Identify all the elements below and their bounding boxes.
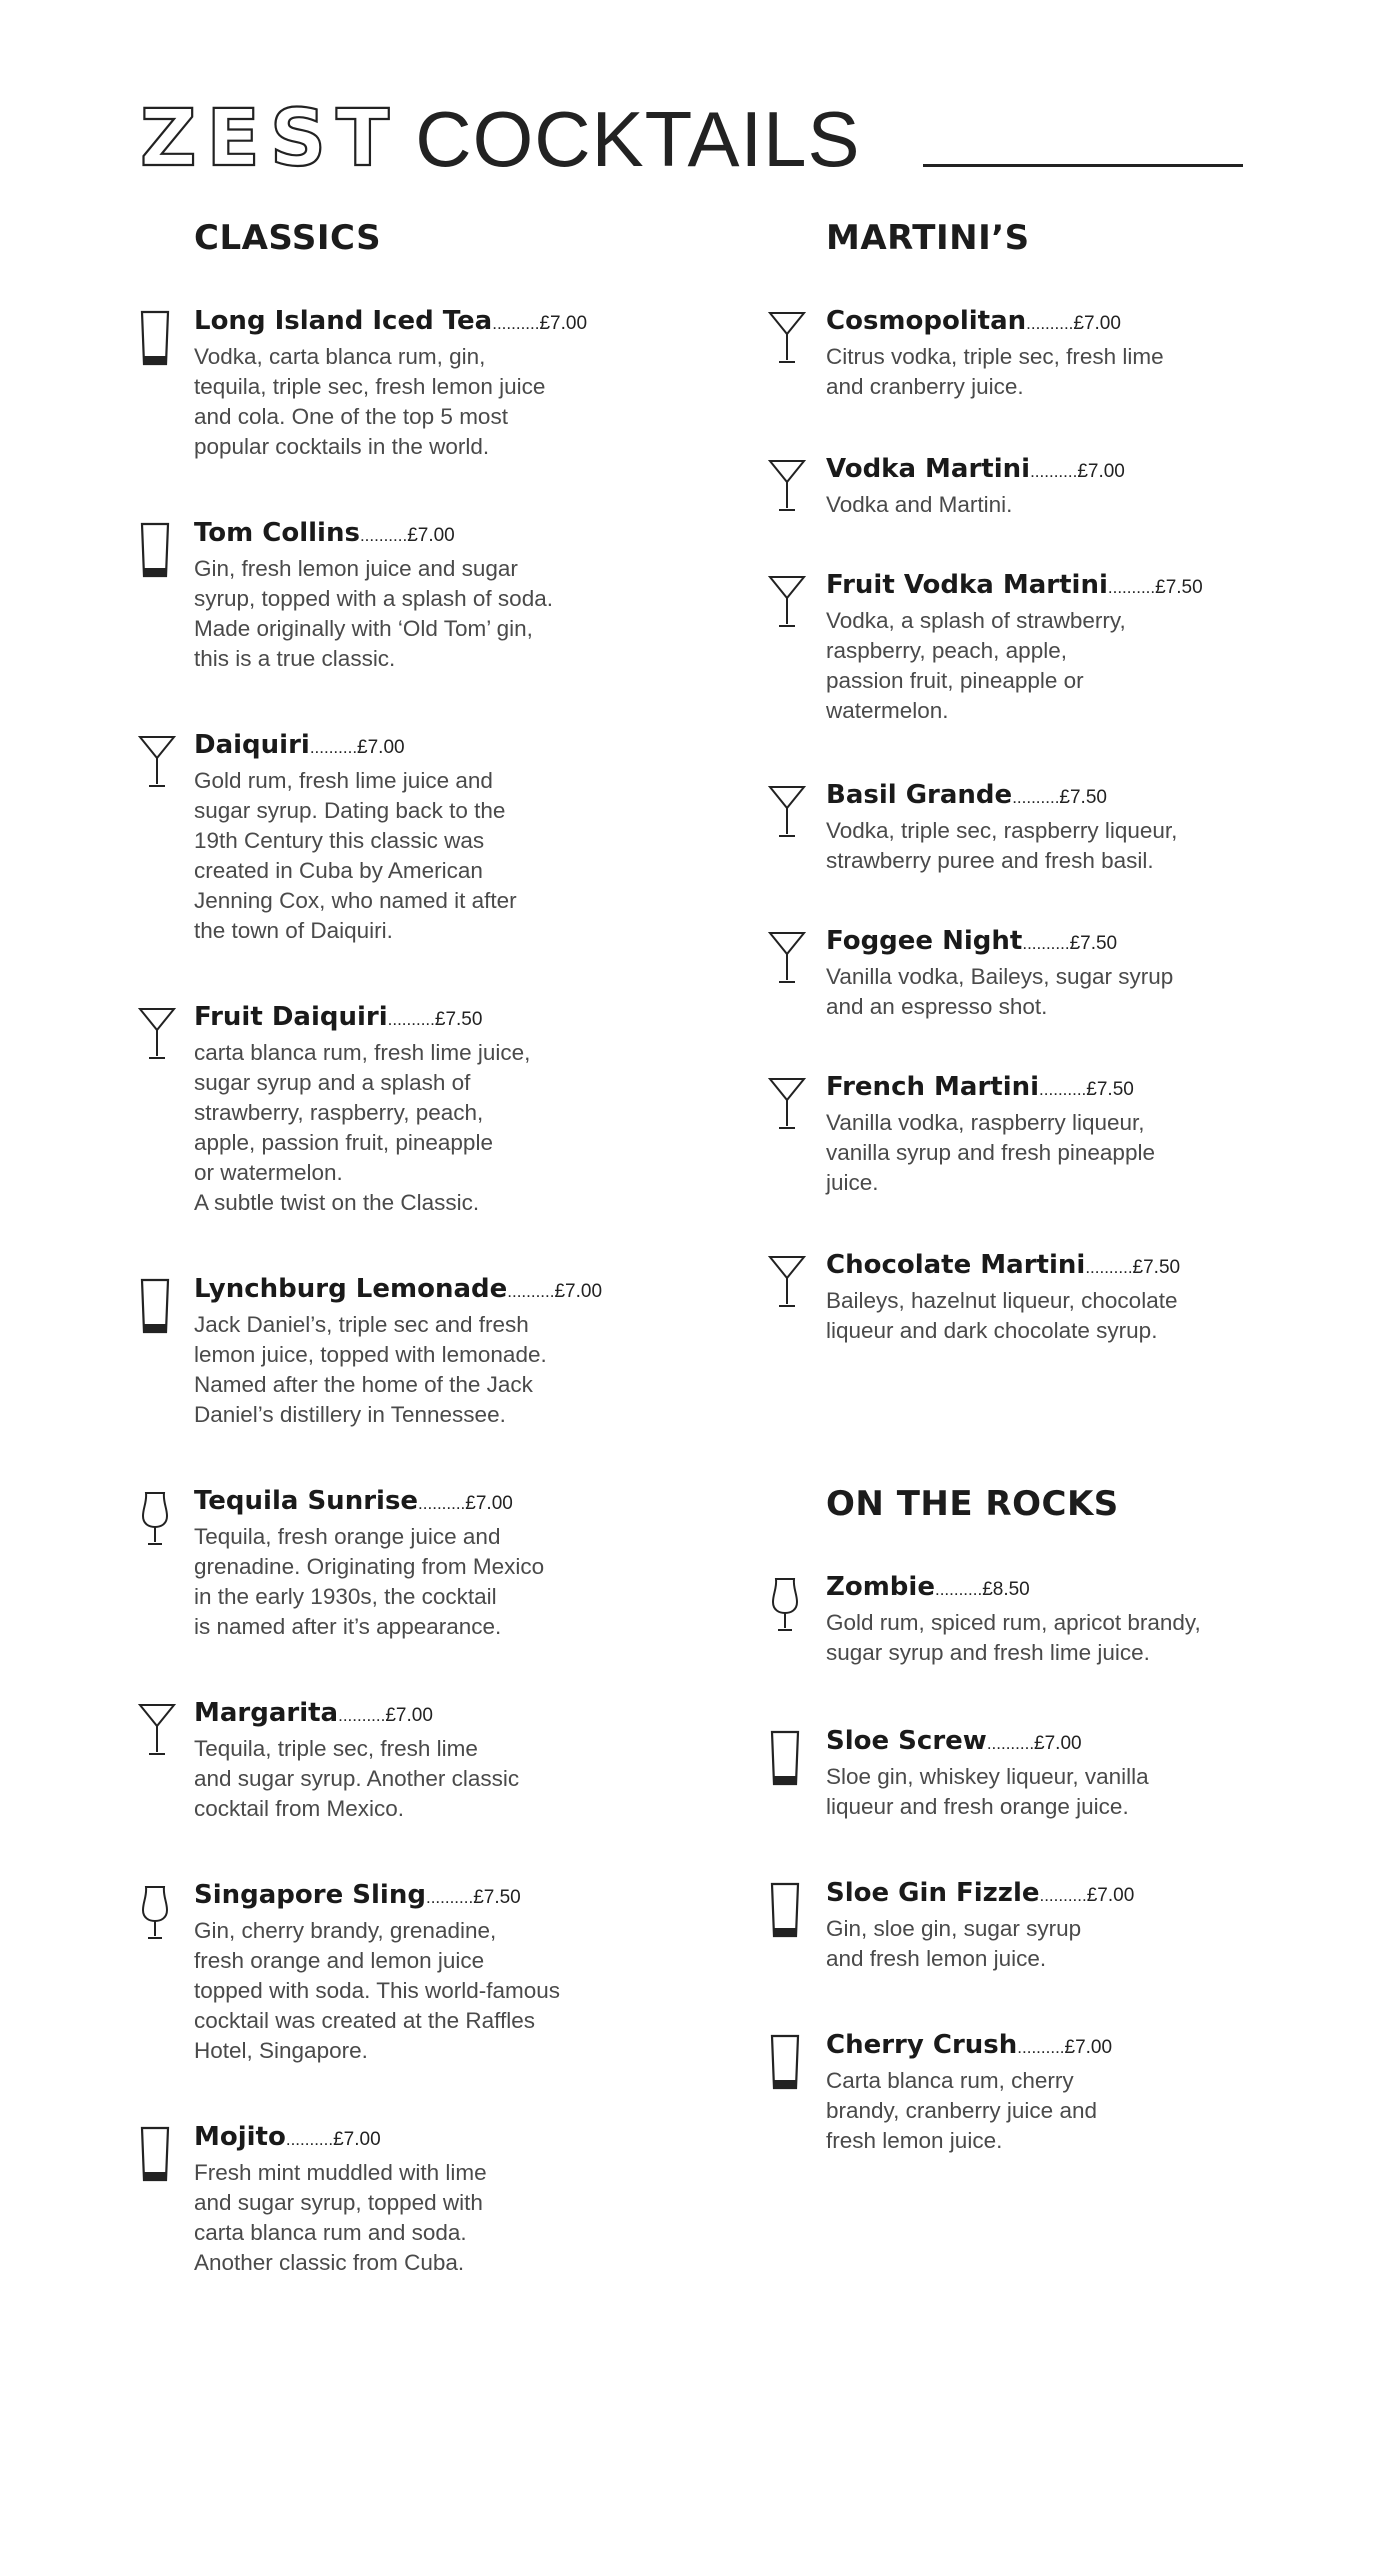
item-price: £7.00 [357,737,405,758]
item-name: Sloe Gin Fizzle [826,1878,1040,1908]
price-leader-dots: .......... [986,1734,1035,1753]
item-description: Sloe gin, whiskey liqueur, vanilla liqueur and fresh orange juice. [826,1764,1149,1819]
item-name-line [194,1486,624,1516]
price-leader-dots: .......... [1085,1258,1133,1277]
menu-header [140,94,861,184]
item-name-line [826,926,1256,956]
item-price: £7.00 [1077,461,1125,482]
header-rule [923,164,1243,167]
item-name-line [826,1072,1256,1102]
item-price: £7.00 [465,1493,513,1514]
martini-glass-icon [768,1254,806,1314]
item-description: Jack Daniel’s, triple sec and fresh lemon juice, topped with lemonade. Named after the home of the Jack Daniel’s distillery in Tennessee. [194,1312,547,1427]
item-description: carta blanca rum, fresh lime juice, sugar syrup and a splash of strawberry, raspberry, peach, apple, passion fruit, pineapple or watermelon. A subtle twist on the Classic. [194,1040,531,1215]
hurricane-glass-icon [768,1576,806,1636]
item-name: Cosmopolitan [826,306,1027,336]
martini-glass-icon [138,734,176,794]
item-name: Sloe Screw [826,1726,987,1756]
item-description: Gin, fresh lemon juice and sugar syrup, topped with a splash of soda. Made originally with ‘Old Tom’ gin, this is a true classic. [194,556,553,671]
menu-item-tequila-sunrise [194,1486,624,1642]
highball-glass-icon [768,1730,806,1790]
item-name: French Martini [826,1072,1040,1102]
menu-item-cosmopolitan [826,306,1256,402]
item-name: Margarita [194,1698,339,1728]
item-description: Gin, sloe gin, sugar syrup and fresh lemon juice. [826,1916,1082,1971]
menu-item-sloe-gin-fizzle [826,1878,1256,1974]
item-description: Baileys, hazelnut liqueur, chocolate liqueur and dark chocolate syrup. [826,1288,1178,1343]
price-leader-dots: .......... [425,1888,474,1907]
item-name: Fruit Daiquiri [194,1002,388,1032]
item-price: £7.00 [385,1705,433,1726]
martini-glass-icon [768,784,806,844]
item-name: Lynchburg Lemonade [194,1274,508,1304]
item-price: £7.00 [539,313,588,334]
martini-glass-icon [768,310,806,370]
item-description: Vodka, triple sec, raspberry liqueur, strawberry puree and fresh basil. [826,818,1178,873]
martini-glass-icon [768,1076,806,1136]
item-name-line [194,1274,624,1304]
item-price: £7.00 [333,2129,381,2150]
item-price: £7.00 [554,1281,603,1302]
menu-item-singapore-sling [194,1880,624,2066]
item-price: £7.50 [1086,1079,1134,1100]
item-description: Gin, cherry brandy, grenadine, fresh orange and lemon juice topped with soda. This world-famous cocktail was created at the Raffles Hotel, Singapore. [194,1918,561,2063]
menu-item-basil-grande [826,780,1256,876]
menu-item-long-island-iced-tea [194,306,624,462]
item-name-line [194,1698,624,1728]
martini-glass-icon [768,930,806,990]
item-name: Tom Collins [194,518,360,548]
item-name-line [194,2122,624,2152]
item-name: Tequila Sunrise [194,1486,419,1516]
item-name: Vodka Martini [826,454,1031,484]
item-name-line [826,1250,1256,1280]
page-title: COCKTAILS [415,95,861,183]
menu-item-tom-collins [194,518,624,674]
martini-glass-icon [138,1702,176,1762]
price-leader-dots: .......... [418,1494,466,1513]
item-name-line [194,306,624,336]
hurricane-glass-icon [138,1490,176,1550]
item-name-line [194,730,624,760]
highball-glass-icon [138,2126,176,2186]
item-name-line [826,1878,1256,1908]
highball-glass-icon [768,1882,806,1942]
price-leader-dots: .......... [1022,934,1070,953]
item-name: Chocolate Martini [826,1250,1086,1280]
price-leader-dots: .......... [387,1010,435,1029]
item-name-line [826,1572,1256,1602]
menu-item-fruit-daiquiri [194,1002,624,1218]
menu-item-mojito [194,2122,624,2278]
price-leader-dots: .......... [1012,788,1060,807]
highball-glass-icon [138,310,176,370]
item-description: Gold rum, fresh lime juice and sugar syrup. Dating back to the 19th Century this classic was created in Cuba by American Jenning Cox, who named it after the town of Daiquiri. [194,768,517,943]
menu-item-lynchburg-lemonade [194,1274,624,1430]
item-name: Cherry Crush [826,2030,1018,2060]
item-name-line [194,518,624,548]
price-leader-dots: .......... [492,314,540,333]
item-name-line [194,1880,624,1910]
item-name-line [826,2030,1256,2060]
item-price: £7.00 [1086,1885,1135,1906]
item-description: Vodka and Martini. [826,492,1013,517]
item-name: Daiquiri [194,730,310,760]
item-price: £7.50 [473,1887,521,1908]
zest-logo: ZEST [140,94,400,184]
item-name-line [194,1002,624,1032]
item-name: Foggee Night [826,926,1023,956]
item-description: Vodka, a splash of strawberry, raspberry, peach, apple, passion fruit, pineapple or watermelon. [826,608,1126,723]
menu-item-vodka-martini [826,454,1256,520]
menu-item-sloe-screw [826,1726,1256,1822]
price-leader-dots: .......... [1017,2038,1065,2057]
item-price: £7.00 [1073,313,1121,334]
item-price: £7.00 [407,525,455,546]
item-price: £7.50 [434,1009,483,1030]
item-name: Zombie [826,1572,935,1602]
item-description: Citrus vodka, triple sec, fresh lime and cranberry juice. [826,344,1164,399]
item-price: £7.50 [1132,1257,1181,1278]
menu-item-chocolate-martini [826,1250,1256,1346]
item-name-line [826,780,1256,810]
highball-glass-icon [768,2034,806,2094]
martini-glass-icon [768,458,806,518]
item-price: £7.00 [1064,2037,1113,2058]
highball-glass-icon [138,522,176,582]
item-name-line [826,570,1256,600]
item-name: Fruit Vodka Martini [826,570,1108,600]
menu-item-margarita [194,1698,624,1824]
item-name: Mojito [194,2122,286,2152]
price-leader-dots: .......... [359,526,408,545]
item-price: £7.00 [1034,1733,1082,1754]
martini-glass-icon [768,574,806,634]
price-leader-dots: .......... [338,1706,386,1725]
item-price: £7.50 [1059,787,1107,808]
item-description: Vodka, carta blanca rum, gin, tequila, triple sec, fresh lemon juice and cola. One of the top 5 most popular cocktails in the world. [194,344,546,459]
item-name: Basil Grande [826,780,1013,810]
menu-item-daiquiri [194,730,624,946]
item-name: Singapore Sling [194,1880,426,1910]
menu-item-foggee-night [826,926,1256,1022]
price-leader-dots: .......... [309,738,358,757]
price-leader-dots: .......... [1039,1080,1087,1099]
price-leader-dots: .......... [507,1282,555,1301]
hurricane-glass-icon [138,1884,176,1944]
price-leader-dots: .......... [1030,462,1078,481]
price-leader-dots: .......... [1026,314,1074,333]
item-name-line [826,1726,1256,1756]
item-description: Carta blanca rum, cherry brandy, cranberry juice and fresh lemon juice. [826,2068,1097,2153]
item-description: Tequila, triple sec, fresh lime and sugar syrup. Another classic cocktail from Mexico. [194,1736,520,1821]
item-description: Vanilla vodka, raspberry liqueur, vanilla syrup and fresh pineapple juice. [826,1110,1155,1195]
menu-item-french-martini [826,1072,1256,1198]
menu-item-fruit-vodka-martini [826,570,1256,726]
item-name-line [826,454,1256,484]
item-name: Long Island Iced Tea [194,306,493,336]
item-name-line [826,306,1256,336]
section-title-martinis: MARTINI’S [826,218,1030,258]
item-description: Vanilla vodka, Baileys, sugar syrup and an espresso shot. [826,964,1174,1019]
highball-glass-icon [138,1278,176,1338]
section-title-on-the-rocks: ON THE ROCKS [826,1484,1119,1524]
item-price: £7.50 [1155,577,1203,598]
item-description: Gold rum, spiced rum, apricot brandy, sugar syrup and fresh lime juice. [826,1610,1201,1665]
price-leader-dots: .......... [1039,1886,1087,1905]
item-price: £8.50 [982,1579,1030,1600]
price-leader-dots: .......... [934,1580,983,1599]
menu-item-zombie [826,1572,1256,1668]
item-description: Fresh mint muddled with lime and sugar syrup, topped with carta blanca rum and soda. Another classic from Cuba. [194,2160,487,2275]
item-description: Tequila, fresh orange juice and grenadine. Originating from Mexico in the early 1930s, the cocktail is named after it’s appearance. [194,1524,545,1639]
price-leader-dots: .......... [285,2130,334,2149]
martini-glass-icon [138,1006,176,1066]
section-title-classics: CLASSICS [194,218,382,258]
item-price: £7.50 [1069,933,1118,954]
menu-item-cherry-crush [826,2030,1256,2156]
price-leader-dots: .......... [1107,578,1156,597]
